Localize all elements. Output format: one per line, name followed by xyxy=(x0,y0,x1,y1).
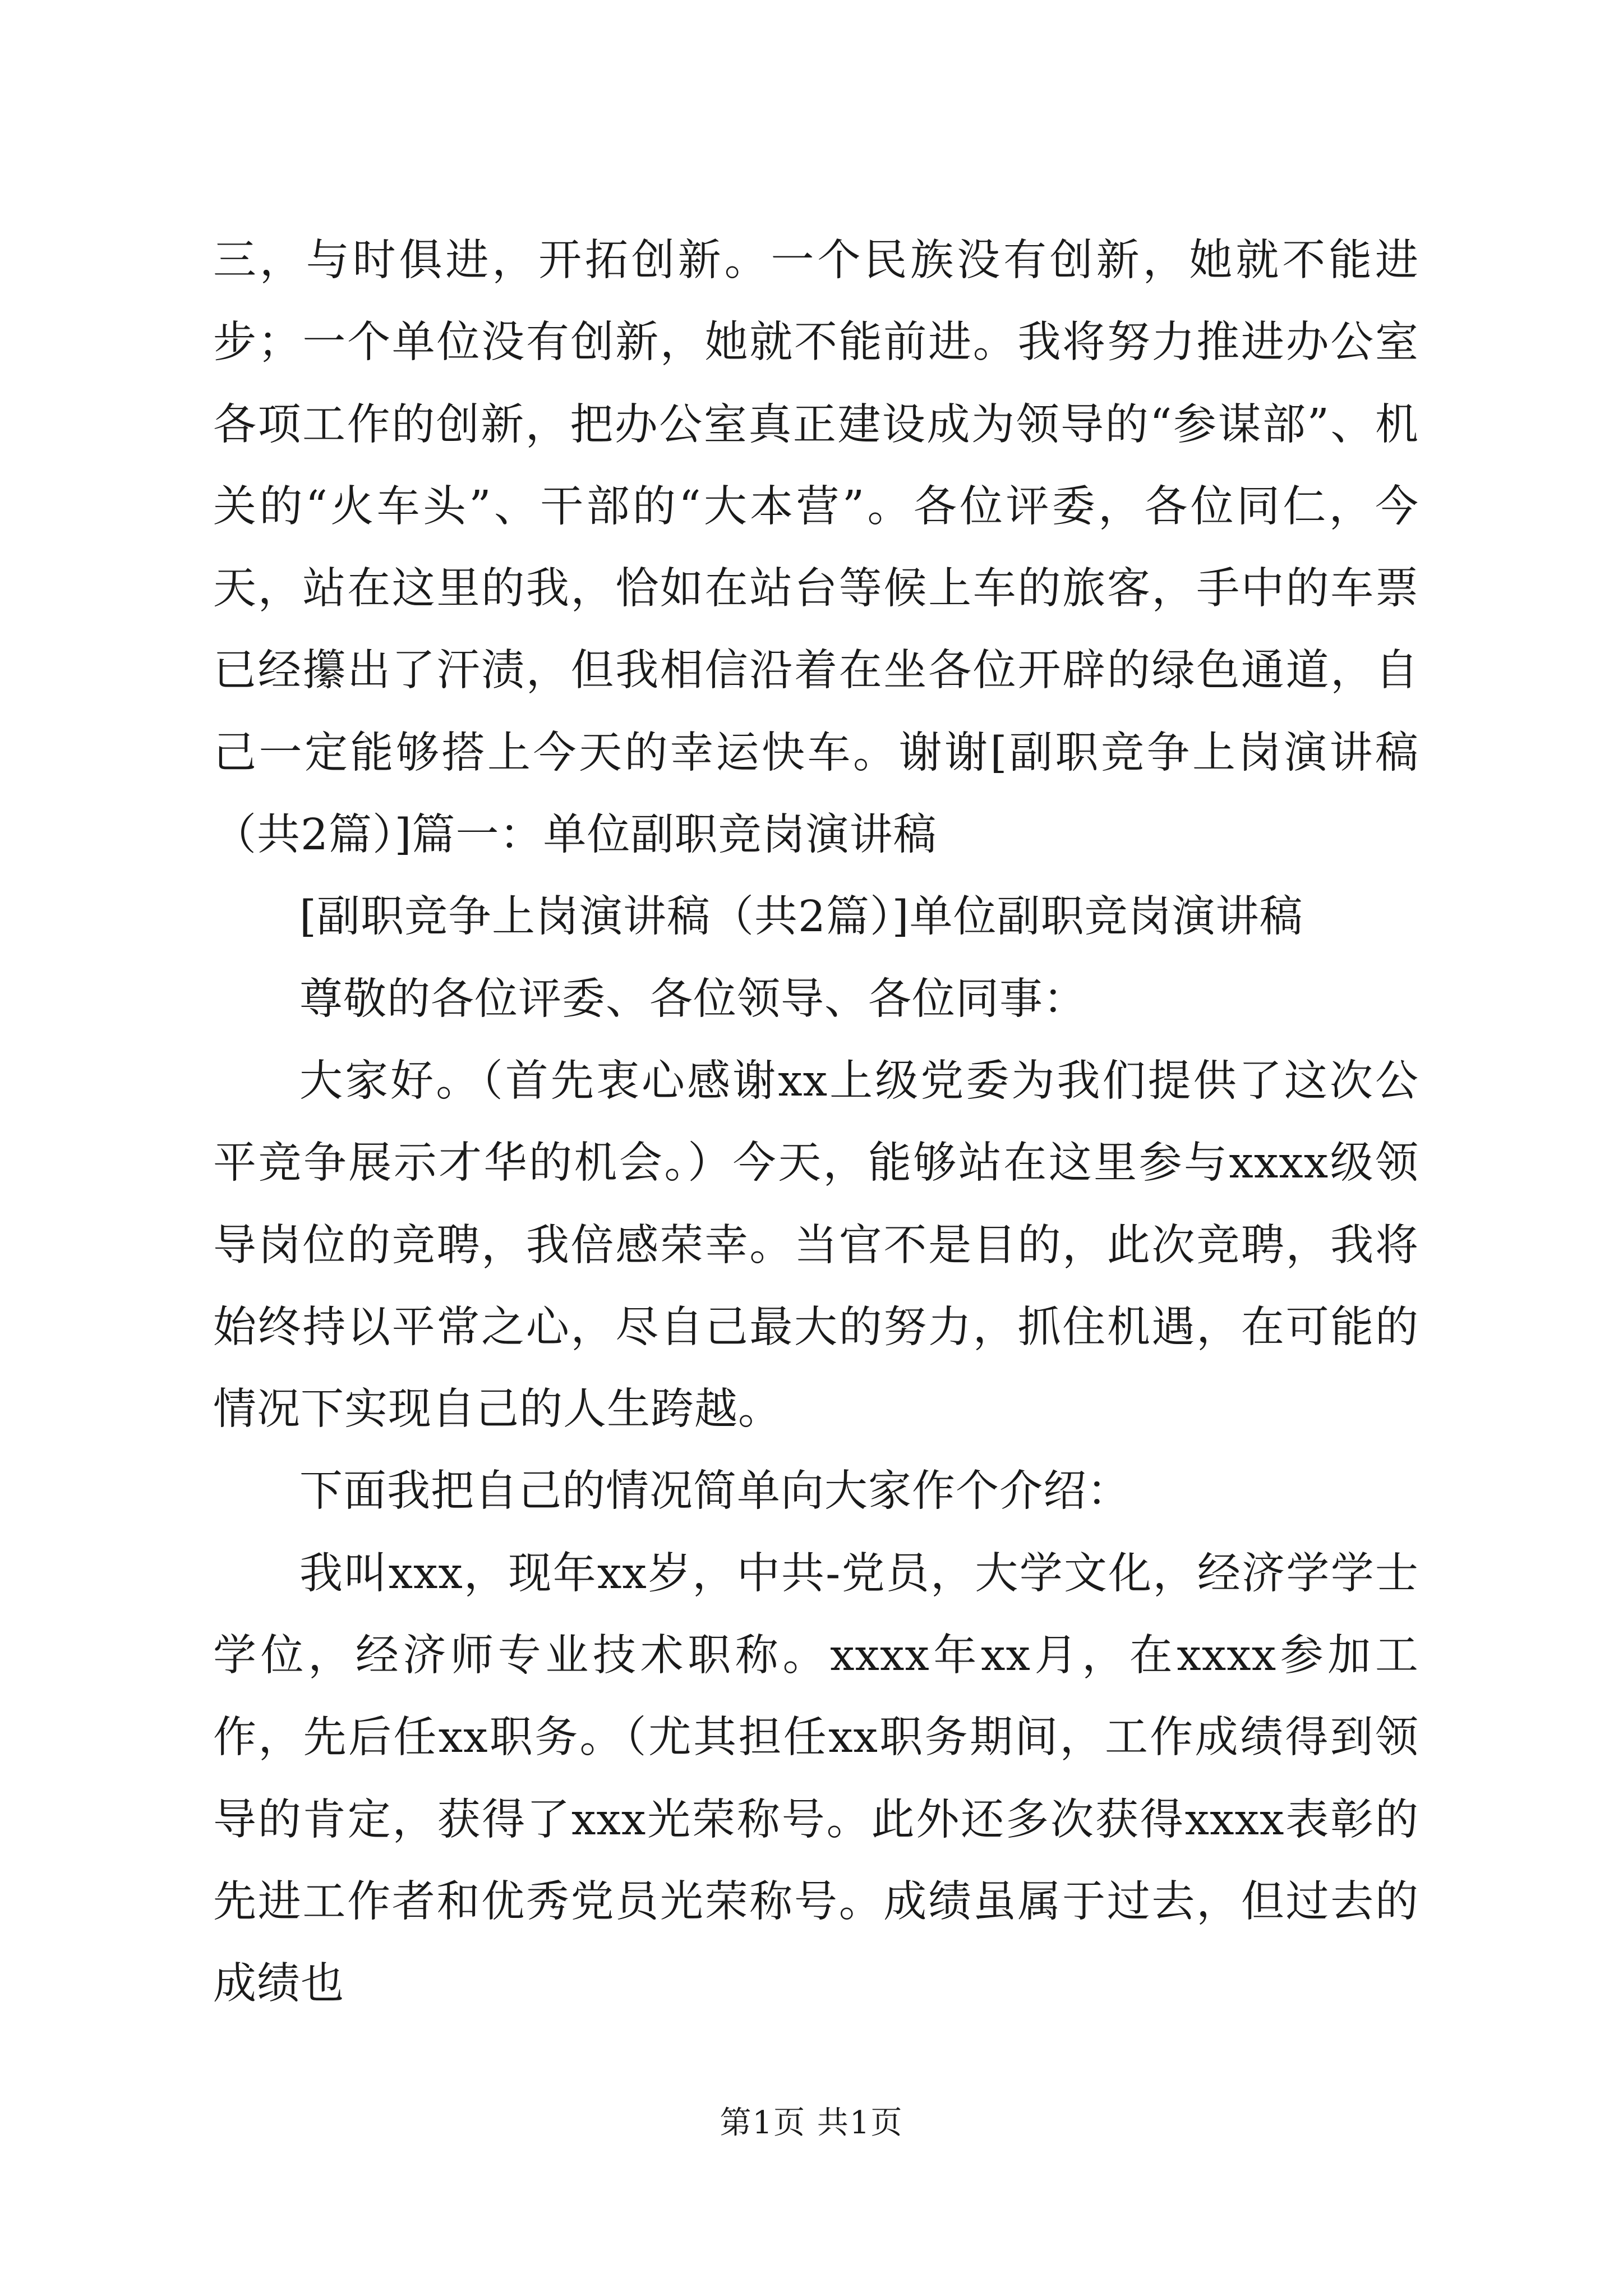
paragraph-innovation: 三，与时俱进，开拓创新。一个民族没有创新，她就不能进步；一个单位没有创新，她就不能前进。我将努力推进办公室各项工作的创新，把办公室真正建设成为领导的“参谋部”、机关的“火车头”、干部的“大本营”。各位评委，各位同仁，今天，站在这里的我，恰如在站台等候上车的旅客，手中的车票已经攥出了汗渍，但我相信沿着在坐各位开辟的绿色通道，自己一定能够搭上今天的幸运快车。谢谢[副职竞争上岗演讲稿（共2篇）]篇一：单位副职竞岗演讲稿 xyxy=(213,236,1419,861)
page-footer: 第1页 共1页 xyxy=(720,2105,903,2141)
paragraph-salutation: 尊敬的各位评委、各位领导、各位同事： xyxy=(299,974,1087,1024)
paragraph-self-intro: 我叫xxx，现年xx岁，中共-党员，大学文化，经济学学士学位，经济师专业技术职称。xxxx年xx月，在xxxx参加工作，先后任xx职务。（尤其担任xx职务期间，工作成绩得到领导的肯定，获得了xxx光荣称号。此外还多次获得xxxx表彰的先进工作者和优秀党员光荣称号。成绩虽属于过去，但过去的成绩也 xyxy=(213,1548,1419,2009)
paragraph-speech-title: [副职竞争上岗演讲稿（共2篇）]单位副职竞岗演讲稿 xyxy=(299,892,1303,942)
paragraph-greeting: 大家好。（首先衷心感谢xx上级党委为我们提供了这次公平竞争展示才华的机会。）今天，能够站在这里参与xxxx级领导岗位的竞聘，我倍感荣幸。当官不是目的，此次竞聘，我将始终持以平常之心，尽自己最大的努力，抓住机遇，在可能的情况下实现自己的人生跨越。 xyxy=(213,1056,1419,1435)
paragraph-intro-lead: 下面我把自己的情况简单向大家作个介绍： xyxy=(299,1466,1131,1517)
document-body xyxy=(213,220,1419,2026)
